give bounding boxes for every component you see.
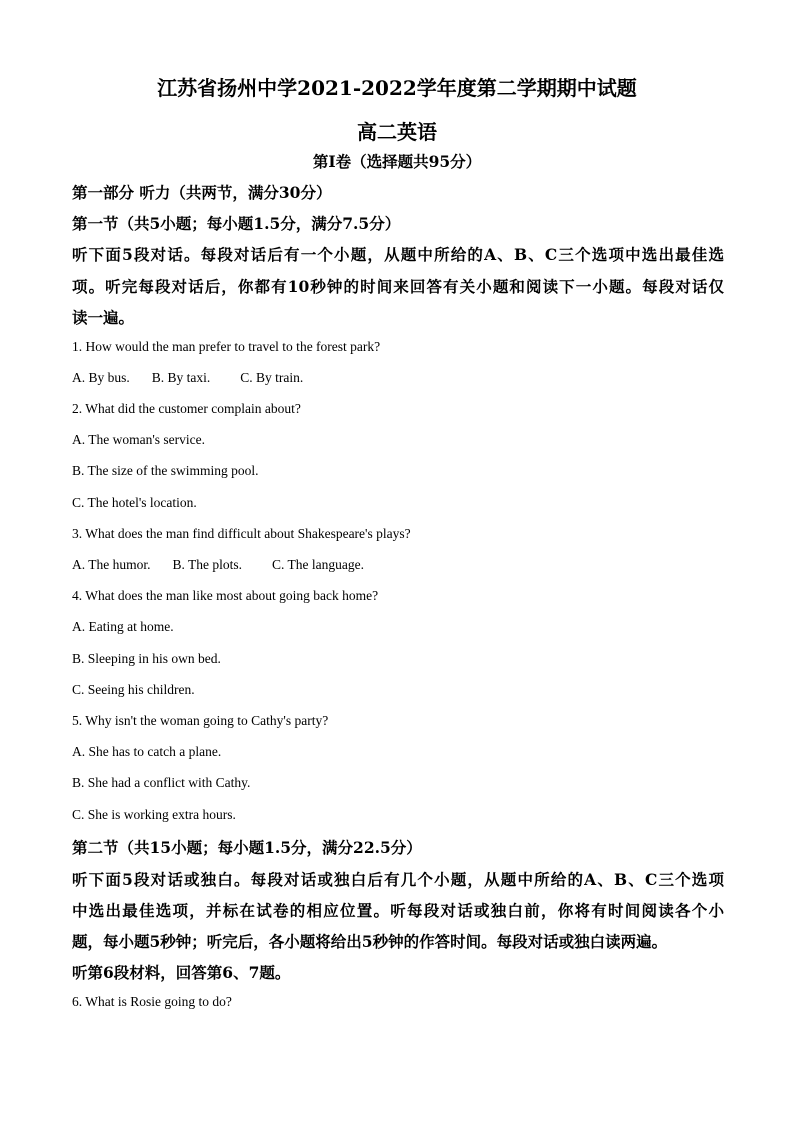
question-3-stem: 3. What does the man find difficult about Shakespeare's plays? bbox=[72, 526, 411, 541]
option-c: C. Seeing his children. bbox=[72, 682, 195, 697]
option-a: A. The humor. bbox=[72, 557, 151, 572]
question-1-stem: 1. How would the man prefer to travel to the forest park? bbox=[72, 339, 381, 354]
section2-instruction-line: 中选出最佳选项，并标在试卷的相应位置。听每段对话或独白前，你将有时间阅读各个小 bbox=[72, 901, 724, 920]
question-1-options bbox=[72, 370, 303, 386]
option-b: B. The size of the swimming pool. bbox=[72, 463, 259, 478]
option-a: A. By bus. bbox=[72, 370, 130, 385]
section2-instruction-line: 题，每小题5秒钟；听完后，各小题将给出5秒钟的作答时间。每段对话或独白读两遍。 bbox=[72, 932, 668, 951]
option-c: C. The hotel's location. bbox=[72, 495, 197, 510]
material-6-heading: 听第6段材料，回答第6、7题。 bbox=[72, 963, 291, 982]
option-a: A. The woman's service. bbox=[72, 432, 206, 447]
question-4-stem: 4. What does the man like most about going back home? bbox=[72, 588, 379, 603]
section1-heading: 第一节（共5小题；每小题1.5分，满分7.5分） bbox=[72, 214, 401, 233]
exam-subtitle: 高二英语 bbox=[357, 120, 437, 144]
question-3-options bbox=[72, 557, 364, 573]
option-a: A. She has to catch a plane. bbox=[72, 744, 222, 759]
section1-instruction-line: 听下面5段对话。每段对话后有一个小题，从题中所给的A、B、C三个选项中选出最佳选 bbox=[72, 245, 724, 264]
option-b: B. She had a conflict with Cathy. bbox=[72, 775, 251, 790]
section2-heading: 第二节（共15小题；每小题1.5分，满分22.5分） bbox=[72, 838, 422, 857]
part1-heading: 第一部分 听力（共两节，满分30分） bbox=[72, 183, 332, 202]
option-c: C. The language. bbox=[272, 557, 364, 572]
question-5-stem: 5. Why isn't the woman going to Cathy's party? bbox=[72, 713, 329, 728]
question-6-stem: 6. What is Rosie going to do? bbox=[72, 994, 232, 1009]
section1-instruction-line: 读一遍。 bbox=[72, 308, 135, 327]
option-c: C. She is working extra hours. bbox=[72, 807, 236, 822]
option-c: C. By train. bbox=[240, 370, 304, 385]
question-2-stem: 2. What did the customer complain about? bbox=[72, 401, 301, 416]
option-b: B. By taxi. bbox=[151, 370, 211, 385]
exam-title: 江苏省扬州中学2021-2022学年度第二学期期中试题 bbox=[157, 76, 637, 100]
section2-instruction-line: 听下面5段对话或独白。每段对话或独白后有几个小题，从题中所给的A、B、C三个选项 bbox=[72, 870, 724, 889]
section1-instruction-line: 项。听完每段对话后，你都有10秒钟的时间来回答有关小题和阅读下一小题。每段对话仅 bbox=[72, 277, 724, 296]
option-a: A. Eating at home. bbox=[72, 619, 174, 634]
volume-heading: 第I卷（选择题共95分） bbox=[312, 152, 482, 171]
option-b: B. Sleeping in his own bed. bbox=[72, 651, 221, 666]
option-b: B. The plots. bbox=[172, 557, 243, 572]
